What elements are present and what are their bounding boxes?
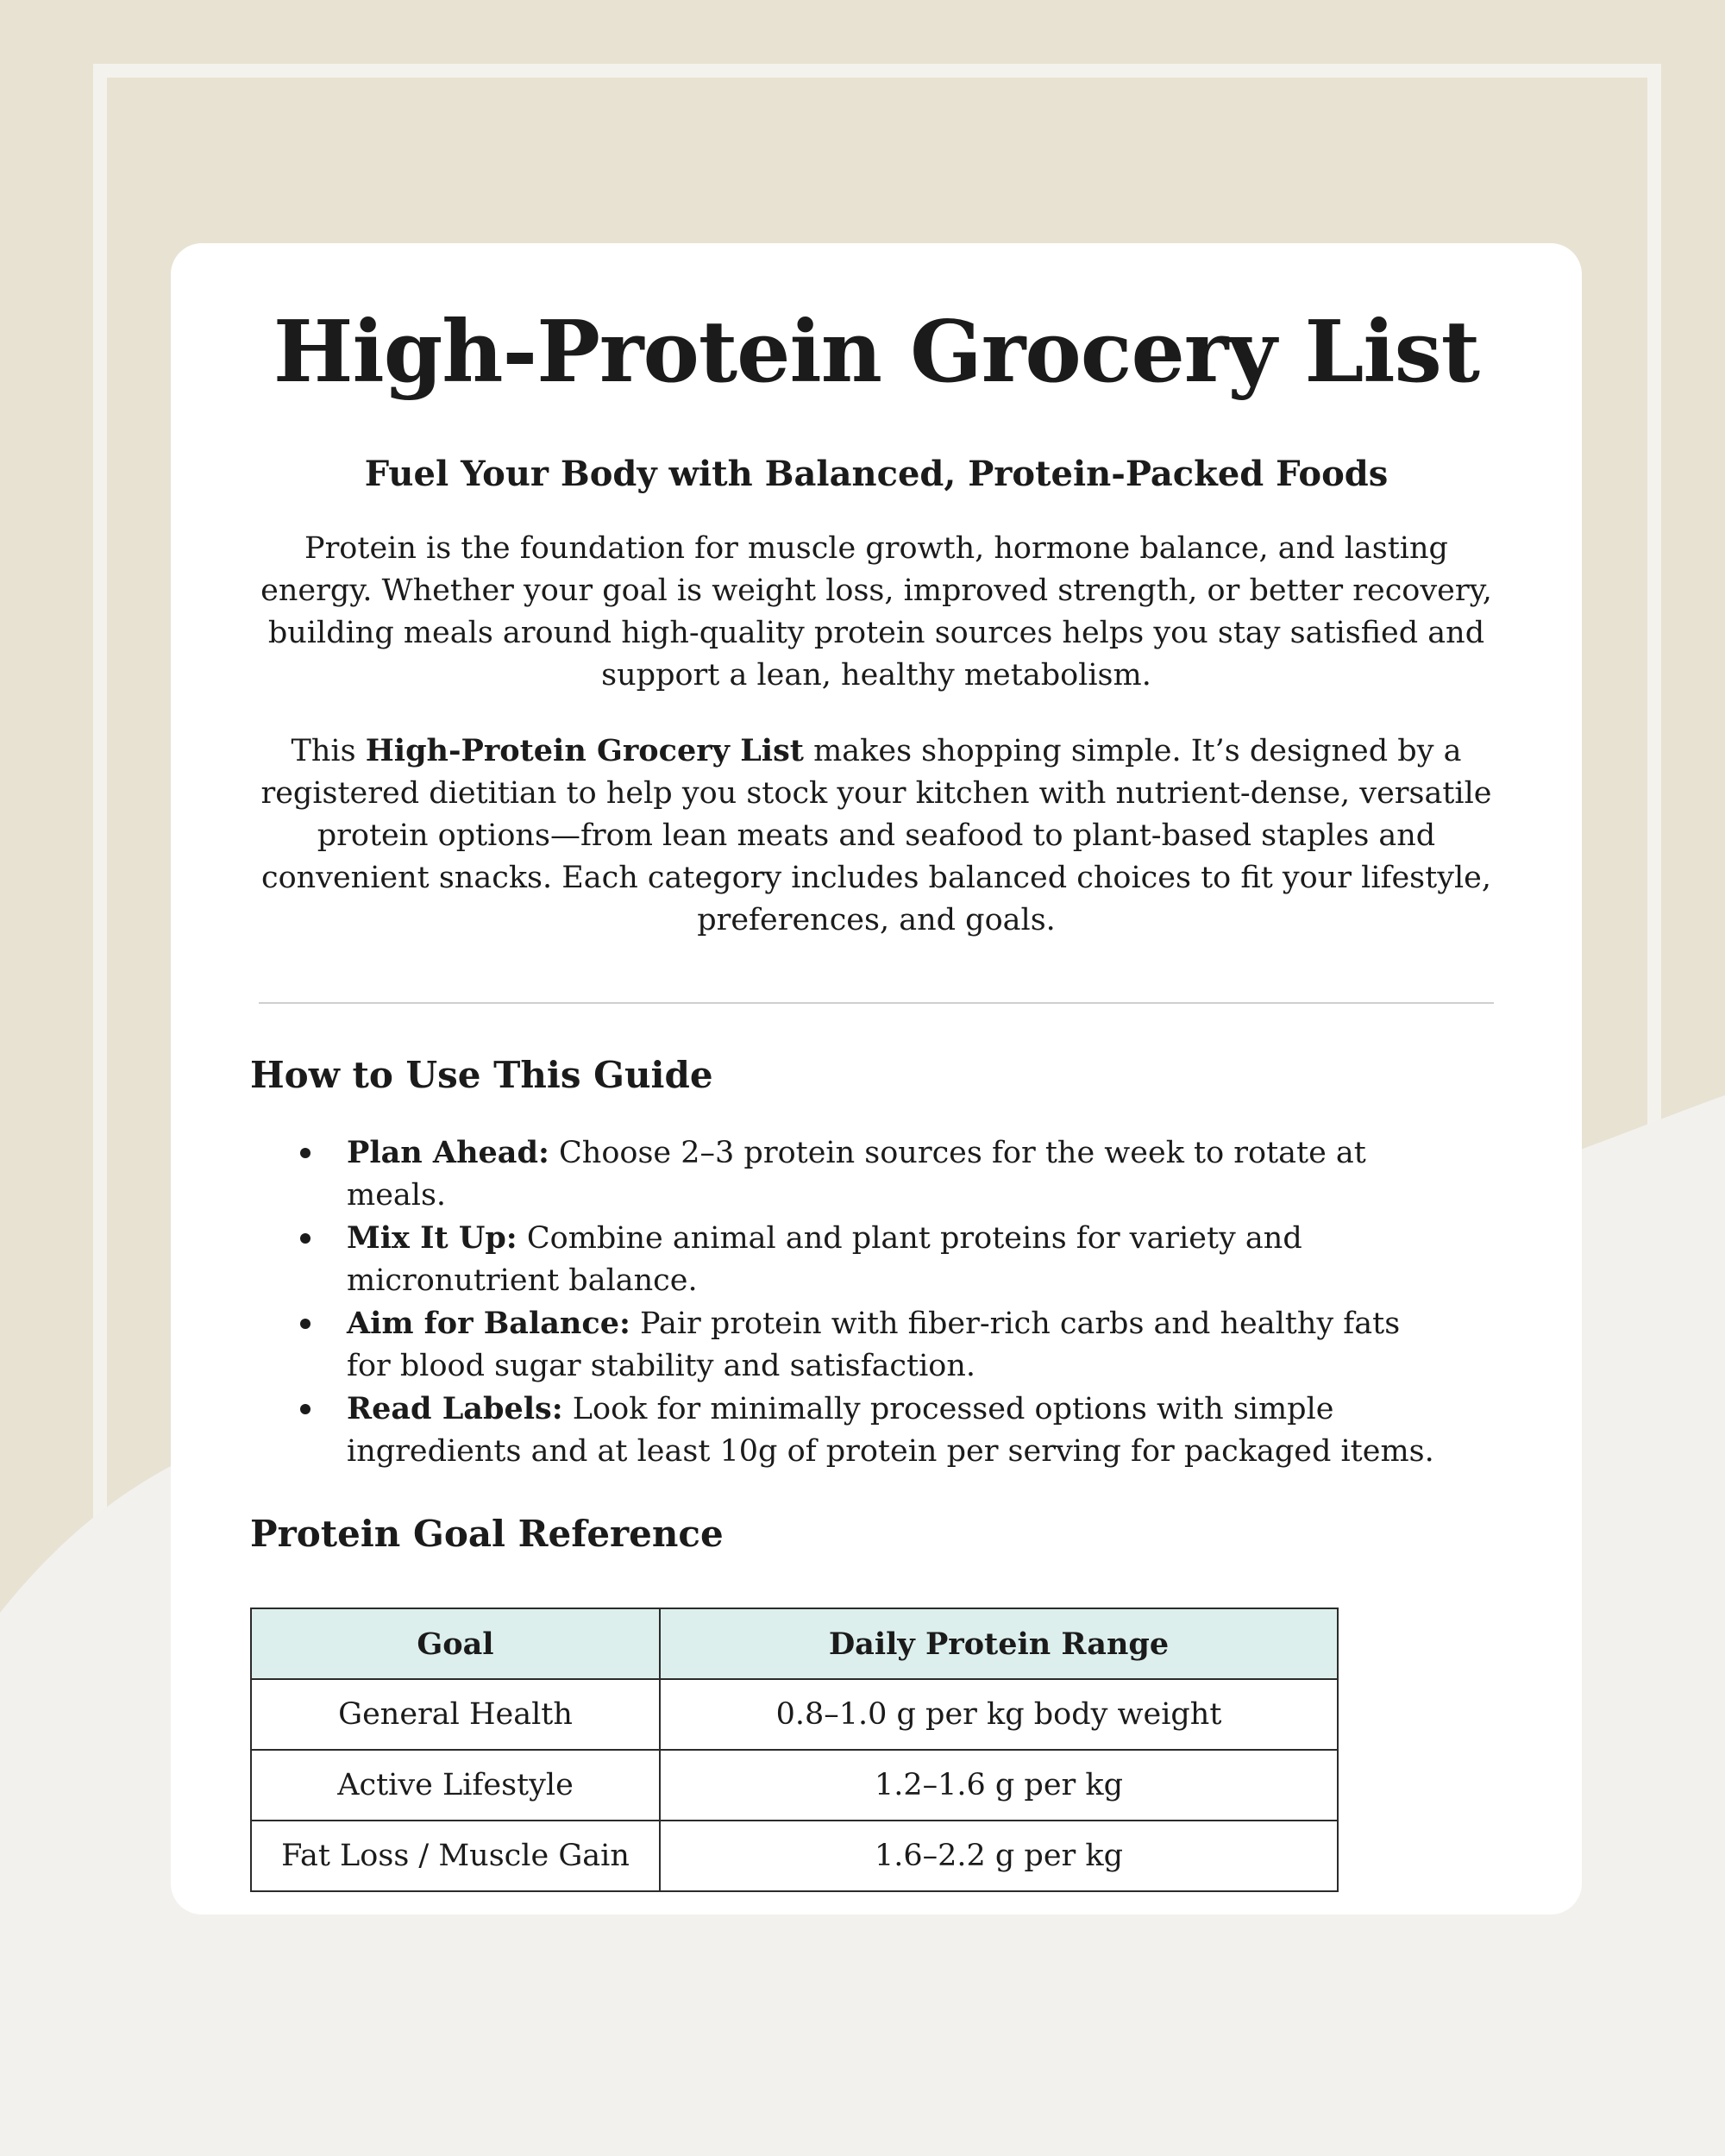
list-item-text: Look for minimally processed options with simple ingredients and at least 10g of protein per serving for packaged items.: [347, 1391, 1434, 1469]
list-item-label: Read Labels:: [347, 1390, 563, 1426]
bullet-icon: [300, 1404, 310, 1414]
column-header-goal: Goal: [251, 1608, 660, 1679]
bullet-icon: [300, 1233, 310, 1244]
table-row: [251, 1821, 1338, 1891]
goal-cell: General Health: [251, 1679, 660, 1750]
table-row: [251, 1679, 1338, 1750]
list-item-label: Plan Ahead:: [347, 1134, 549, 1170]
range-cell: 1.2–1.6 g per kg: [660, 1750, 1338, 1821]
list-item: [250, 1217, 1440, 1302]
list-item: [250, 1131, 1440, 1217]
intro-paragraph-2: [255, 730, 1497, 942]
goal-cell: Fat Loss / Muscle Gain: [251, 1821, 660, 1891]
page-subtitle: Fuel Your Body with Balanced, Protein-Packed Foods: [364, 453, 1389, 494]
bullet-icon: [300, 1319, 310, 1329]
table-header-row: [251, 1608, 1338, 1679]
column-header-range: Daily Protein Range: [660, 1608, 1338, 1679]
section-divider: [259, 1002, 1494, 1004]
list-item-label: Mix It Up:: [347, 1219, 518, 1256]
list-item-text: Pair protein with fiber-rich carbs and healthy fats for blood sugar stability and satisfaction.: [347, 1306, 1401, 1383]
bullet-icon: [300, 1148, 310, 1158]
intro-paragraph-1: Protein is the foundation for muscle growth, hormone balance, and lasting energy. Whether your goal is weight loss, improved strength, or better recovery, building meals around high-quality protein sources helps you stay satisfied and support a lean, healthy metabolism.: [260, 530, 1492, 693]
goal-cell: Active Lifestyle: [251, 1750, 660, 1821]
document-card: [171, 243, 1582, 1915]
range-cell: 1.6–2.2 g per kg: [660, 1821, 1338, 1891]
table-row: [251, 1750, 1338, 1821]
range-cell: 0.8–1.0 g per kg body weight: [660, 1679, 1338, 1750]
protein-goal-table: [250, 1608, 1339, 1892]
list-item-text: Combine animal and plant proteins for variety and micronutrient balance.: [347, 1220, 1302, 1298]
intro-bold-title: High-Protein Grocery List: [365, 732, 804, 768]
reference-heading: Protein Goal Reference: [250, 1512, 724, 1555]
list-item: [250, 1388, 1440, 1473]
page-title: High-Protein Grocery List: [273, 303, 1480, 402]
how-to-list: [250, 1131, 1440, 1473]
how-to-heading: How to Use This Guide: [250, 1053, 713, 1096]
list-item-text: Choose 2–3 protein sources for the week to rotate at meals.: [347, 1135, 1366, 1213]
list-item: [250, 1302, 1440, 1388]
intro-text-rest: makes shopping simple. It’s designed by a registered dietitian to help you stock your kitchen with nutrient-dense, versatile protein options—from lean meats and seafood to plant-based staples and convenient snacks. Each category includes balanced choices to fit your lifestyle, preferences, and goals.: [260, 733, 1492, 937]
list-item-label: Aim for Balance:: [347, 1305, 630, 1341]
intro-text-start: This: [291, 733, 366, 768]
